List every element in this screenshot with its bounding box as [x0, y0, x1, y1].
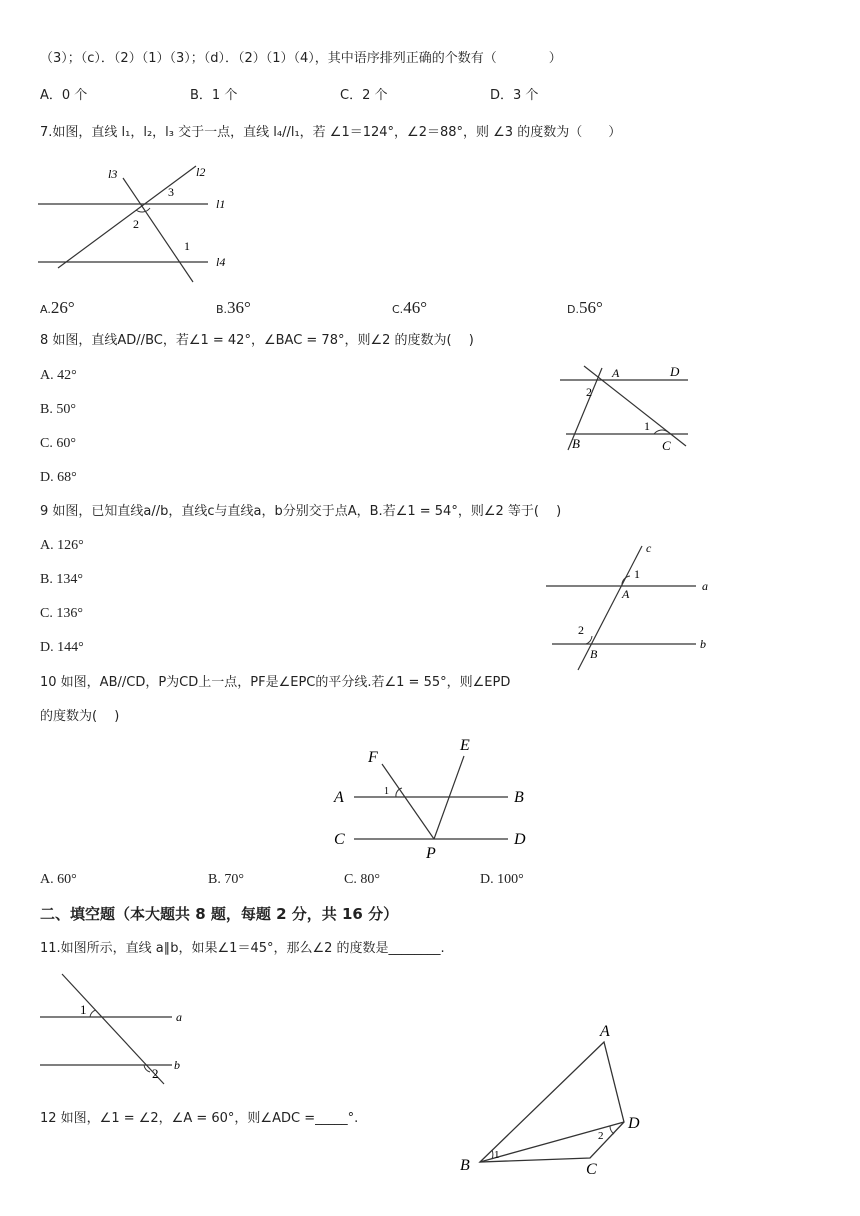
- q11-angle-1: 1: [80, 1002, 87, 1017]
- q8-option-d: D. 68°: [40, 470, 77, 485]
- q7-angle-3: 3: [168, 185, 174, 199]
- q10-label-c: C: [334, 831, 345, 848]
- q12-angle-1: 1: [494, 1149, 500, 1161]
- q6-option-a: A．0 个: [40, 88, 88, 103]
- q6-option-b: B．1 个: [190, 88, 238, 103]
- q9-label-c: c: [646, 541, 652, 555]
- q12-label-b: B: [460, 1157, 470, 1174]
- q9-stem: 9 如图，已知直线a//b，直线c与直线a，b分别交于点A，B.若∠1 = 54°，则∠2 等于( ): [40, 504, 562, 519]
- q9-figure: [544, 540, 724, 680]
- q7-option-c-letter: C.: [392, 303, 404, 316]
- q10-label-e: E: [460, 737, 470, 754]
- q12-label-c: C: [586, 1161, 597, 1178]
- q6-continuation-text: （3）；（c）．（2）（1）（3）；（d）．（2）（1）（4），其中语序排列正确的个数有（ ）: [40, 51, 562, 66]
- q11-label-b: b: [174, 1058, 180, 1072]
- q7-option-b-value: 36°: [227, 298, 251, 317]
- q10-label-a: A: [334, 789, 344, 806]
- q8-label-a: A: [612, 366, 620, 380]
- q10-label-f: F: [368, 749, 378, 766]
- q9-label-b: b: [700, 637, 706, 651]
- q12-figure: [456, 1018, 646, 1178]
- q7-angle-1: 1: [184, 239, 190, 253]
- section-heading-fill-in: 二、填空题（本大题共 8 题，每题 2 分，共 16 分）: [40, 905, 399, 923]
- q9-angle-2: 2: [578, 623, 584, 637]
- q11-angle-2: 2: [152, 1066, 159, 1081]
- q12-label-d: D: [628, 1115, 640, 1132]
- q8-label-d: D: [670, 364, 680, 379]
- q7-label-l3: l3: [108, 167, 118, 181]
- q9-option-b: B. 134°: [40, 572, 83, 587]
- q9-angle-1: 1: [634, 567, 640, 581]
- q8-figure: [556, 360, 706, 460]
- q11-label-a: a: [176, 1010, 182, 1024]
- q10-option-d: D. 100°: [480, 872, 524, 887]
- q8-option-a: A. 42°: [40, 368, 77, 383]
- q8-angle-2: 2: [586, 385, 592, 399]
- q9-label-point-b: B: [590, 647, 598, 661]
- q10-label-b: B: [514, 789, 524, 806]
- q12-label-a: A: [600, 1023, 610, 1040]
- q9-label-a: a: [702, 579, 708, 593]
- q8-option-c: C. 60°: [40, 436, 76, 451]
- q6-option-d: D．3 个: [490, 88, 539, 103]
- q12-angle-2: 2: [598, 1130, 604, 1142]
- q10-option-a: A. 60°: [40, 872, 77, 887]
- q8-label-c: C: [662, 438, 671, 453]
- q7-stem: 7.如图，直线 l₁，l₂，l₃ 交于一点，直线 l₄//l₁，若 ∠1＝124°，∠2＝88°，则 ∠3 的度数为（ ）: [40, 125, 622, 140]
- q8-option-b: B. 50°: [40, 402, 76, 417]
- q10-stem-line2: 的度数为( ): [40, 709, 120, 724]
- q7-option-c: [392, 298, 427, 318]
- q10-label-d: D: [514, 831, 526, 848]
- q8-label-b: B: [572, 436, 580, 451]
- q8-stem: 8 如图，直线AD//BC，若∠1 = 42°，∠BAC = 78°，则∠2 的度数为( ): [40, 333, 474, 348]
- q7-option-d-value: 56°: [578, 298, 603, 317]
- q10-figure: [330, 732, 540, 862]
- q7-option-a: [40, 298, 75, 318]
- q7-option-b-letter: B.: [216, 303, 228, 316]
- q9-label-point-a: A: [622, 587, 630, 601]
- q7-label-l4: l4: [216, 255, 226, 269]
- q7-option-c-value: 46°: [403, 298, 427, 317]
- q7-figure: [38, 160, 238, 280]
- q9-option-a: A. 126°: [40, 538, 84, 553]
- q7-option-b: [216, 298, 251, 318]
- q8-angle-1: 1: [644, 419, 650, 433]
- q7-option-d-letter: D.: [567, 303, 579, 316]
- q9-option-d: D. 144°: [40, 640, 84, 655]
- q12-stem: 12 如图，∠1 = ∠2，∠A = 60°，则∠ADC =_____°.: [40, 1111, 359, 1126]
- q10-stem-line1: 10 如图，AB//CD，P为CD上一点，PF是∠EPC的平分线.若∠1 = 55°，则∠EPD: [40, 675, 511, 690]
- q10-option-b: B. 70°: [208, 872, 244, 887]
- q7-option-a-value: 26°: [50, 298, 75, 317]
- q7-option-d: [567, 298, 603, 318]
- q9-option-c: C. 136°: [40, 606, 83, 621]
- q7-angle-2: 2: [133, 217, 139, 231]
- q10-option-c: C. 80°: [344, 872, 380, 887]
- q7-label-l1: l1: [216, 197, 226, 211]
- q7-option-a-letter: A.: [40, 303, 51, 316]
- q7-label-l2: l2: [196, 165, 206, 179]
- q11-figure: [38, 970, 198, 1090]
- q6-option-c: C．2 个: [340, 88, 388, 103]
- q11-stem: 11.如图所示，直线 a∥b，如果∠1＝45°，那么∠2 的度数是________.: [40, 941, 445, 956]
- q10-angle-1: 1: [384, 786, 389, 797]
- q10-label-p: P: [426, 845, 436, 862]
